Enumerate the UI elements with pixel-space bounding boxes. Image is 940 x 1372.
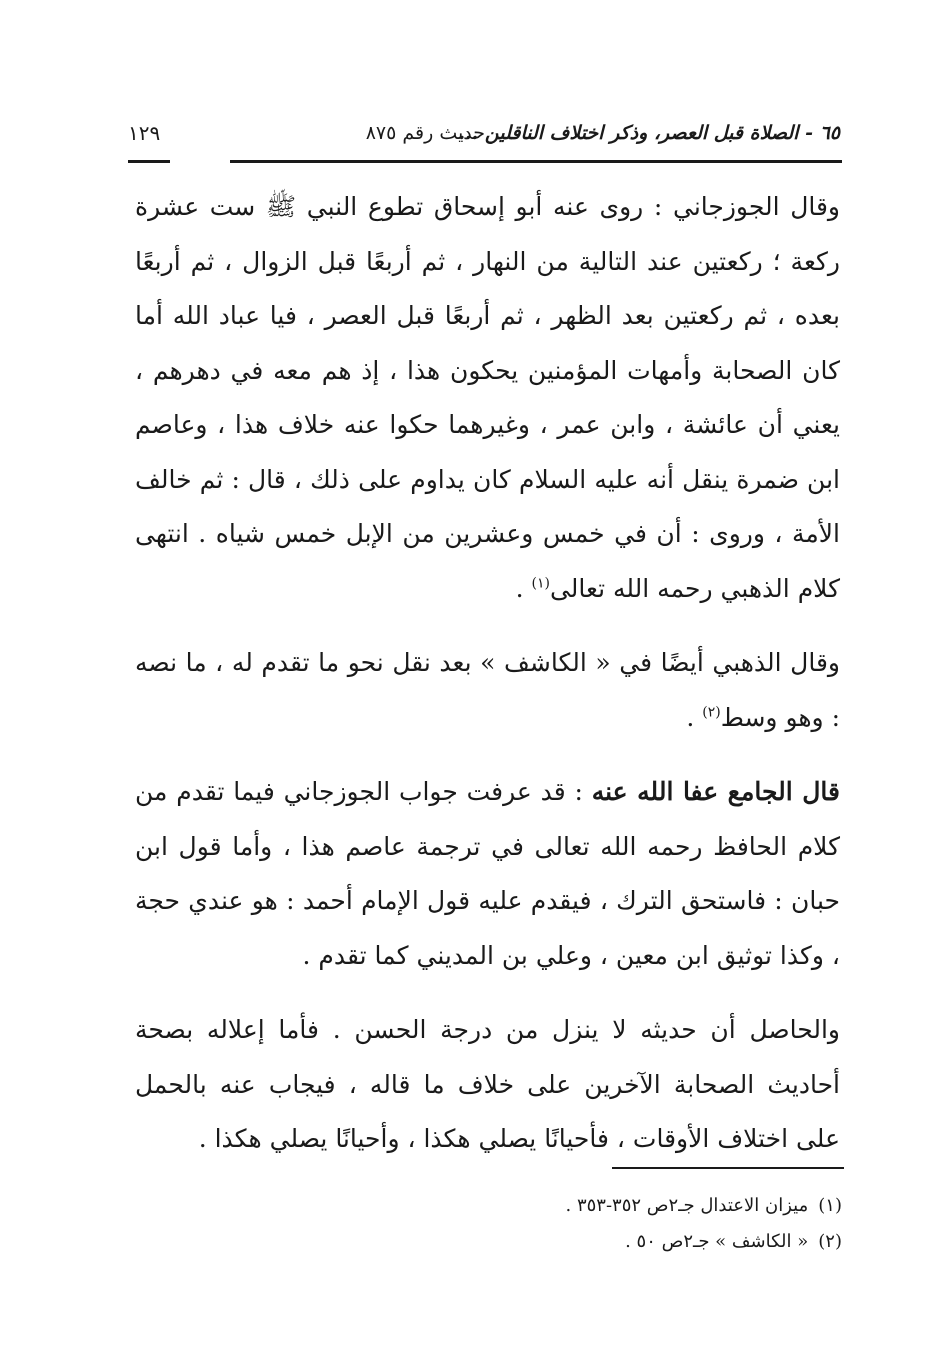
paragraph-tail: . bbox=[686, 702, 703, 732]
compiler-heading: قال الجامع عفا الله عنه bbox=[591, 777, 840, 806]
footnote-1 bbox=[342, 1188, 842, 1224]
page-number: ١٢٩ bbox=[128, 121, 161, 145]
hadith-reference: حديث رقم ٨٧٥ bbox=[365, 122, 485, 144]
paragraph-4 bbox=[135, 1003, 840, 1167]
paragraph-text: وقال الذهبي أيضًا في « الكاشف » بعد نقل نحو ما تقدم له ، ما نصه : وهو وسط bbox=[135, 648, 840, 732]
paragraph-2 bbox=[135, 636, 840, 745]
footnotes bbox=[342, 1188, 842, 1260]
paragraph-tail: . bbox=[515, 573, 532, 603]
footnote-separator bbox=[612, 1167, 844, 1169]
footnote-ref-1[interactable]: (١) bbox=[531, 575, 550, 592]
footnote-ref-2[interactable]: (٢) bbox=[702, 704, 721, 721]
paragraph-text: والحاصل أن حديثه لا ينزل من درجة الحسن . فأما إعلاله بصحة أحاديث الصحابة الآخرين على خلاف ما قاله ، فيجاب عنه بالحمل على اختلاف الأوقات ، فأحيانًا يصلي هكذا ، وأحيانًا يصلي هكذا . bbox=[135, 1015, 840, 1153]
footnote-number: (١) bbox=[818, 1195, 842, 1216]
footnote-2 bbox=[342, 1224, 842, 1260]
main-text bbox=[135, 180, 840, 1167]
footnote-number: (٢) bbox=[818, 1231, 842, 1252]
header-rule bbox=[230, 160, 842, 163]
paragraph-text: : قد عرفت جواب الجوزجاني فيما تقدم من كلام الحافظ رحمه الله تعالى في ترجمة عاصم هذا ، وأما قول ابن حبان : فاستحق الترك ، فيقدم عليه قول الإمام أحمد : هو عندي حجة ، وكذا توثيق ابن معين ، وعلي بن المديني كما تقدم . bbox=[135, 777, 840, 970]
chapter-title: ٦٥ - الصلاة قبل العصر، وذكر اختلاف الناقلين ... bbox=[458, 122, 840, 144]
footnote-text: ميزان الاعتدال جـ٢ص ٣٥٢-٣٥٣ . bbox=[565, 1195, 809, 1216]
running-header bbox=[128, 118, 840, 148]
paragraph-text: وقال الجوزجاني : روى عنه أبو إسحاق تطوع النبي ﷺ ست عشرة ركعة ؛ ركعتين عند التالية من النهار ، ثم أربعًا قبل الزوال ، ثم أربعًا بعده ، ثم ركعتين بعد الظهر ، ثم أربعًا قبل العصر ، فيا عباد الله أما كان الصحابة وأمهات المؤمنين يحكون هذا ، إذ هم معه في دهرهم ، يعني أن عائشة ، وابن عمر ، وغيرهما حكوا عنه خلاف هذا ، وعاصم ابن ضمرة ينقل أنه عليه السلام كان يداوم على ذلك ، قال : ثم خالف الأمة ، وروى : أن في خمس وعشرين من الإبل خمس شياه . انتهى كلام الذهبي رحمه الله تعالى bbox=[135, 192, 840, 603]
paragraph-3 bbox=[135, 765, 840, 983]
paragraph-1 bbox=[135, 180, 840, 616]
header-rule-short bbox=[128, 160, 170, 163]
footnote-text: « الكاشف » جـ٢ص ٥٠ . bbox=[625, 1231, 809, 1252]
